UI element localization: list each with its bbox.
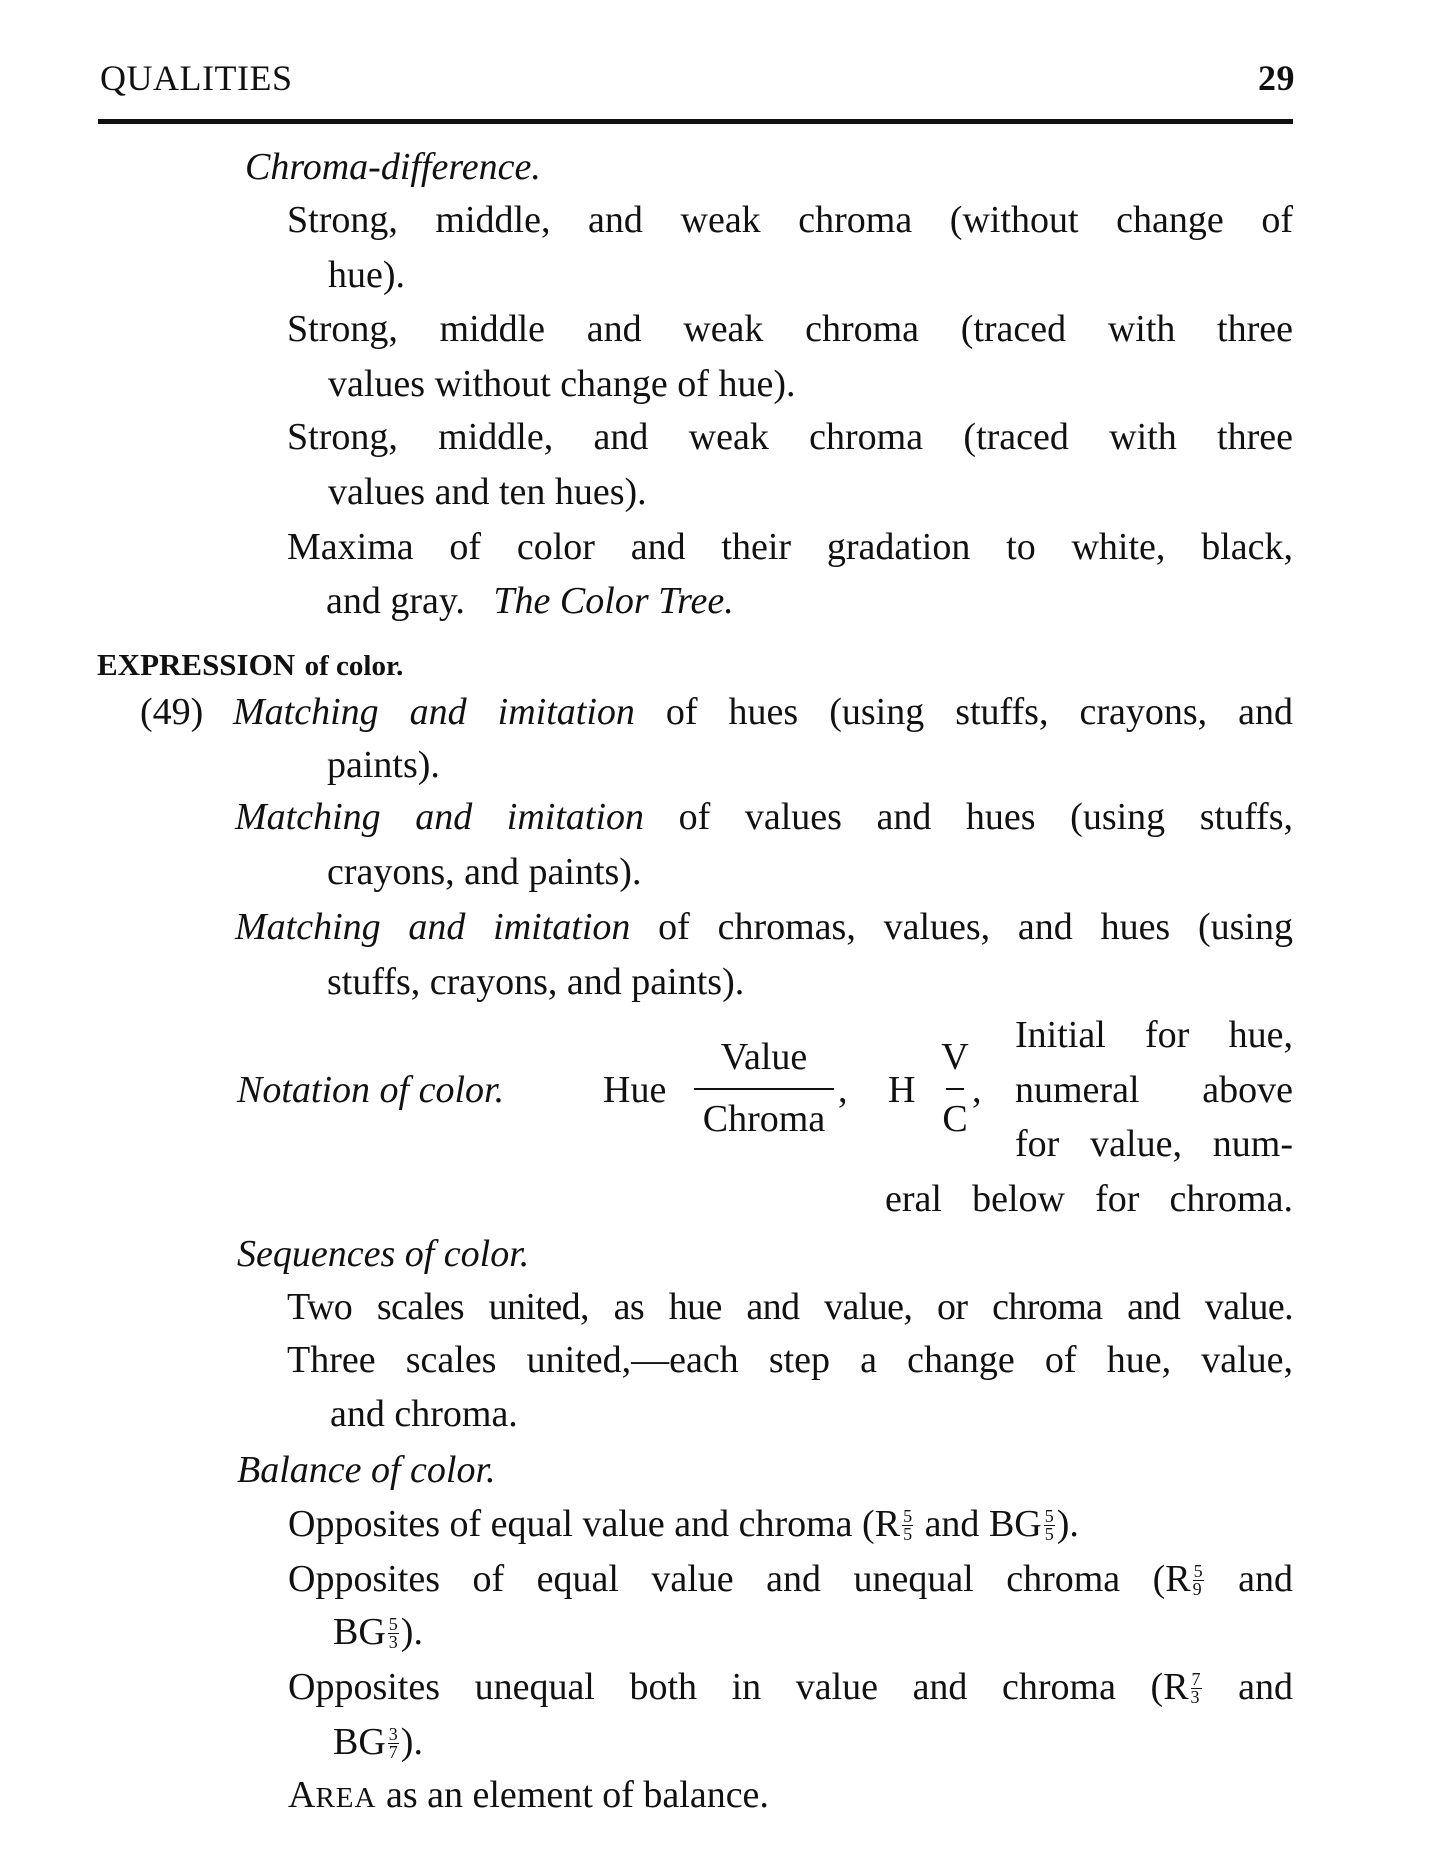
formula-fraction-bar bbox=[694, 1088, 834, 1090]
fraction-chroma: 3 bbox=[388, 1631, 398, 1652]
fraction-chroma: 5 bbox=[903, 1523, 913, 1544]
balance-item-3-text: Opposites unequal both in value and chroma ( bbox=[288, 1666, 1164, 1708]
matching-item-2 bbox=[235, 798, 1293, 836]
short-comma: , bbox=[972, 1069, 982, 1111]
balance-item-1-end: ). bbox=[1056, 1503, 1079, 1545]
notation-short-fraction bbox=[938, 1038, 972, 1138]
chroma-item-2: Strong, middle and weak chroma (traced with three bbox=[287, 308, 1293, 350]
balance-item-2-mid: and bbox=[1238, 1558, 1294, 1600]
matching-item-3-rest: of chromas, values, and hues (using bbox=[658, 906, 1293, 948]
short-fraction-bar bbox=[946, 1088, 964, 1090]
balance-heading: Balance of color. bbox=[237, 1449, 496, 1491]
balance-item-1-a-fraction bbox=[902, 1505, 913, 1544]
matching-item-3-italic: Matching and imitation bbox=[235, 906, 631, 948]
balance-item-1-b-fraction bbox=[1044, 1505, 1055, 1544]
fraction-chroma: 7 bbox=[388, 1741, 398, 1762]
balance-item-1-text: Opposites of equal value and chroma ( bbox=[288, 1503, 875, 1545]
balance-item-2-a-hue: R bbox=[1165, 1558, 1191, 1600]
header-rule bbox=[98, 119, 1293, 124]
fraction-value: 5 bbox=[388, 1613, 398, 1634]
balance-item-3-mid: and bbox=[1238, 1666, 1293, 1708]
fraction-value: 7 bbox=[1191, 1668, 1201, 1689]
matching-item-2-cont: crayons, and paints). bbox=[327, 851, 642, 893]
matching-item-1-italic: Matching and imitation bbox=[233, 691, 635, 733]
sequences-item-1: Two scales united, as hue and value, or chroma and value. bbox=[287, 1286, 1293, 1328]
section-number: (49) bbox=[140, 691, 204, 733]
short-denominator: C bbox=[942, 1098, 968, 1140]
area-text: as an element of balance. bbox=[376, 1774, 769, 1816]
notation-hue-word: Hue bbox=[603, 1069, 667, 1111]
color-tree-reference: The Color Tree. bbox=[493, 580, 734, 622]
fraction-chroma: 9 bbox=[1192, 1578, 1202, 1599]
fraction-chroma: 3 bbox=[1190, 1686, 1200, 1707]
matching-item-1-cont: paints). bbox=[327, 744, 440, 786]
notation-explanation-2: numeral above bbox=[1015, 1069, 1293, 1111]
fraction-chroma: 5 bbox=[1044, 1523, 1054, 1544]
area-line bbox=[288, 1776, 769, 1817]
page-number: 29 bbox=[1258, 58, 1295, 98]
expression-heading-bold: EXPRESSION bbox=[97, 647, 296, 682]
chroma-difference-heading: Chroma-difference. bbox=[245, 146, 541, 188]
balance-item-3-b-fraction bbox=[388, 1723, 399, 1762]
balance-item-1-b-hue: BG bbox=[988, 1503, 1042, 1545]
balance-item-3-end: ). bbox=[400, 1721, 423, 1763]
chroma-item-4: Maxima of color and their gradation to white, black, bbox=[287, 526, 1293, 568]
fraction-value: 5 bbox=[1044, 1505, 1054, 1526]
balance-item-2-end: ). bbox=[400, 1611, 423, 1653]
expression-heading-rest: of color. bbox=[304, 650, 404, 682]
balance-item-3-a-fraction bbox=[1190, 1668, 1202, 1707]
chroma-item-3-cont: values and ten hues). bbox=[328, 471, 647, 513]
chroma-item-4-cont bbox=[326, 582, 734, 620]
balance-item-2-b-hue: BG bbox=[333, 1611, 386, 1653]
sequences-item-2-cont: and chroma. bbox=[330, 1393, 518, 1435]
expression-heading bbox=[97, 644, 403, 685]
notation-formula-fraction bbox=[690, 1038, 838, 1138]
balance-item-2-cont bbox=[333, 1613, 423, 1653]
formula-denominator: Chroma bbox=[702, 1098, 826, 1140]
chroma-item-4-cont-text: and gray. bbox=[326, 580, 465, 622]
sequences-item-2: Three scales united,—each step a change of hue, value, bbox=[287, 1339, 1293, 1381]
balance-item-1-a-hue: R bbox=[874, 1503, 901, 1545]
balance-item-3-a-hue: R bbox=[1163, 1666, 1189, 1708]
notation-explanation-3: for value, num- bbox=[1015, 1123, 1293, 1165]
balance-item-2-a-fraction bbox=[1192, 1560, 1204, 1599]
balance-item-3-b-hue: BG bbox=[333, 1721, 386, 1763]
balance-item-1-mid: and bbox=[915, 1503, 989, 1545]
matching-item-3 bbox=[235, 908, 1293, 946]
fraction-value: 3 bbox=[388, 1723, 398, 1744]
matching-item-1 bbox=[233, 693, 1293, 731]
chroma-item-1-cont: hue). bbox=[328, 254, 406, 296]
chroma-item-3: Strong, middle, and weak chroma (traced with three bbox=[287, 416, 1293, 458]
balance-item-1 bbox=[288, 1505, 1079, 1545]
balance-item-2-b-fraction bbox=[388, 1613, 399, 1652]
sequences-heading: Sequences of color. bbox=[237, 1233, 530, 1275]
balance-item-2 bbox=[288, 1560, 1293, 1600]
chroma-item-2-cont: values without change of hue). bbox=[328, 363, 796, 405]
matching-item-3-cont: stuffs, crayons, and paints). bbox=[327, 961, 745, 1003]
notation-explanation-1: Initial for hue, bbox=[1015, 1014, 1293, 1056]
area-initial: A bbox=[288, 1774, 316, 1816]
chroma-item-1: Strong, middle, and weak chroma (without change of bbox=[287, 199, 1293, 241]
matching-item-2-italic: Matching and imitation bbox=[235, 796, 645, 838]
formula-numerator: Value bbox=[720, 1036, 808, 1078]
notation-short-h: H bbox=[888, 1069, 916, 1111]
matching-item-1-rest: of hues (using stuffs, crayons, and bbox=[665, 691, 1294, 733]
balance-item-3-cont bbox=[333, 1723, 423, 1763]
fraction-value: 5 bbox=[1193, 1560, 1203, 1581]
balance-item-3 bbox=[288, 1668, 1293, 1708]
running-title: QUALITIES bbox=[100, 58, 293, 98]
fraction-value: 5 bbox=[903, 1505, 913, 1526]
short-numerator: V bbox=[941, 1036, 969, 1078]
area-rest: REA bbox=[315, 1782, 377, 1814]
matching-item-2-rest: of values and hues (using stuffs, bbox=[678, 796, 1293, 838]
notation-explanation-4: eral below for chroma. bbox=[885, 1178, 1293, 1220]
balance-item-2-text: Opposites of equal value and unequal chroma ( bbox=[288, 1558, 1166, 1600]
notation-label: Notation of color. bbox=[237, 1069, 505, 1111]
formula-comma: , bbox=[838, 1069, 848, 1111]
